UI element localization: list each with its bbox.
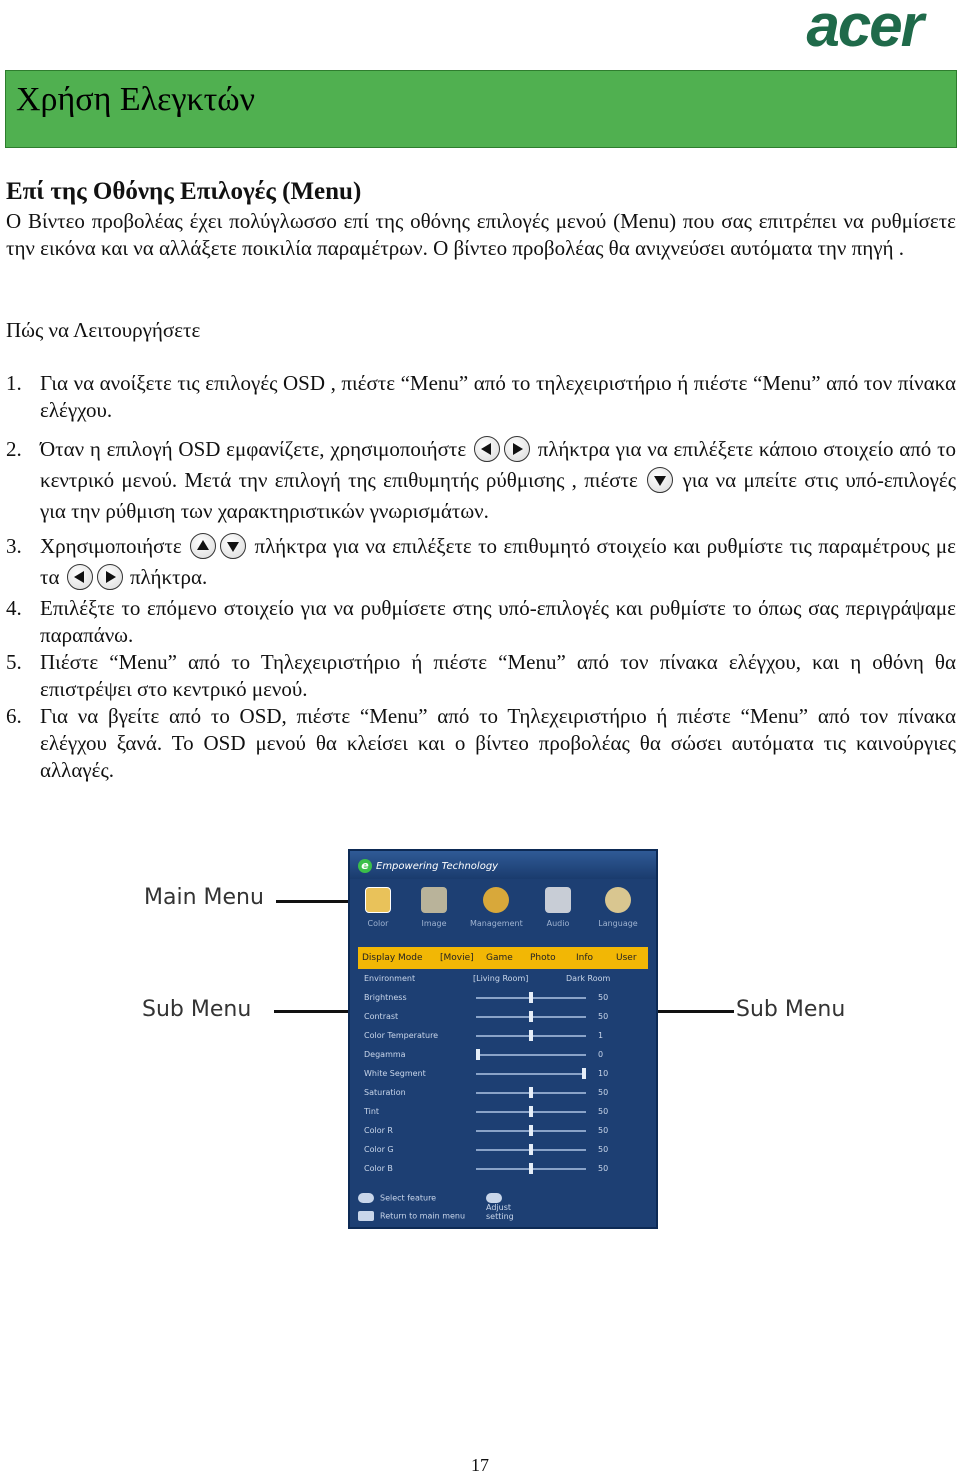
step-text: Χρησιμοποιήστε bbox=[40, 534, 182, 558]
osd-setting-row[interactable] bbox=[358, 988, 648, 1007]
steps-list bbox=[6, 370, 956, 784]
slider-knob[interactable] bbox=[529, 1144, 533, 1155]
setting-value: 50 bbox=[598, 1126, 609, 1135]
setting-value: 50 bbox=[598, 1088, 609, 1097]
sub-menu-callout-left: Sub Menu bbox=[142, 997, 252, 1022]
page-title: Χρήση Ελεγκτών bbox=[16, 81, 256, 118]
setting-label: Degamma bbox=[364, 1050, 406, 1059]
setting-value: 50 bbox=[598, 1012, 609, 1021]
step-text: για να μπείτε στις υπό-επιλογές για την ρύθμιση των χαρακτηριστικών γνωρισμάτων. bbox=[40, 468, 957, 523]
step-text: Πιέστε “Menu” από το Τηλεχειριστήριο ή πιέστε “Menu” από τον πίνακα ελέγχου, και η οθόνη θα επιστρέψει στο κεντρικό μενού. bbox=[40, 650, 956, 701]
step-4 bbox=[6, 595, 956, 649]
osd-setting-row[interactable] bbox=[358, 1064, 648, 1083]
setting-value: 50 bbox=[598, 1164, 609, 1173]
acer-logo: acer bbox=[806, 0, 922, 59]
osd-main-menu bbox=[350, 879, 656, 943]
section-heading: Επί της Οθόνης Επιλογές (Menu) bbox=[6, 178, 362, 205]
step-text: Για να βγείτε από το OSD, πιέστε “Menu” από το Τηλεχειριστήριο ή πιέστε “Menu” από τον πίνακα ελέγχου ξανά. Το OSD μενού θα κλείσει και ο βίντεο προβολέας θα σώσει αυτόματα τις καινούργιες αλλαγές. bbox=[40, 704, 956, 782]
osd-tab-audio[interactable]: Audio bbox=[532, 885, 584, 928]
step-number: 4. bbox=[6, 596, 22, 620]
slider-knob[interactable] bbox=[529, 992, 533, 1003]
step-text: πλήκτρα. bbox=[129, 565, 208, 589]
osd-brand: Empowering Technology bbox=[376, 861, 499, 872]
step-1 bbox=[6, 370, 956, 424]
osd-tab-management[interactable]: Management bbox=[470, 885, 522, 928]
osd-setting-row[interactable] bbox=[358, 1121, 648, 1140]
gear-icon bbox=[483, 887, 509, 913]
osd-setting-row[interactable] bbox=[358, 1026, 648, 1045]
step-number: 3. bbox=[6, 534, 22, 558]
setting-label: Color G bbox=[364, 1145, 394, 1154]
osd-setting-row[interactable] bbox=[358, 1140, 648, 1159]
osd-footer bbox=[358, 1193, 514, 1229]
step-number: 5. bbox=[6, 650, 22, 674]
slider-knob[interactable] bbox=[529, 1163, 533, 1174]
sub-menu-callout-right: Sub Menu bbox=[736, 997, 846, 1022]
leftright-icon bbox=[486, 1193, 502, 1203]
setting-value: 1 bbox=[598, 1031, 604, 1040]
step-number: 6. bbox=[6, 704, 22, 728]
setting-value: 0 bbox=[598, 1050, 604, 1059]
slider-knob[interactable] bbox=[529, 1030, 533, 1041]
page-number: 17 bbox=[471, 1455, 489, 1475]
osd-sub-menu bbox=[358, 947, 648, 1178]
step-number: 1. bbox=[6, 371, 22, 395]
color-icon bbox=[365, 887, 391, 913]
empowering-logo-icon: e bbox=[358, 859, 372, 873]
setting-value: 10 bbox=[598, 1069, 609, 1078]
display-mode-row[interactable]: Display Mode [Movie] Game Photo Info User bbox=[358, 947, 648, 969]
sub-menu-leader-line-left bbox=[274, 1010, 352, 1013]
left-arrow-button-icon bbox=[474, 436, 500, 462]
slider-knob[interactable] bbox=[529, 1087, 533, 1098]
setting-label: Saturation bbox=[364, 1088, 406, 1097]
osd-header bbox=[350, 851, 656, 879]
image-icon bbox=[421, 887, 447, 913]
step-text: Όταν η επιλογή OSD εμφανίζετε, χρησιμοποιήστε bbox=[40, 437, 467, 461]
up-arrow-button-icon bbox=[190, 533, 216, 559]
intro-paragraph: Ο Βίντεο προβολέας έχει πολύγλωσσο επί της οθόνης επιλογές μενού (Menu) που σας επιτρέπει να ρυθμίσετε την εικόνα και να αλλάξετε ποικιλία παραμέτρων. Ο βίντεο προβολέας θα ανιχνεύσει αυτόματα την πηγή . bbox=[6, 209, 956, 260]
step-2 bbox=[6, 434, 956, 527]
language-icon bbox=[605, 887, 631, 913]
setting-label: Brightness bbox=[364, 993, 407, 1002]
main-menu-callout: Main Menu bbox=[144, 885, 264, 910]
menu-key-icon bbox=[358, 1211, 374, 1221]
osd-setting-row[interactable] bbox=[358, 1007, 648, 1026]
step-text: πλήκτρα για να επιλέξετε το επιθυμητό στοιχείο και ρυθμίστε τις παραμέτρους με τα bbox=[40, 534, 957, 589]
step-number: 2. bbox=[6, 437, 22, 461]
howto-heading: Πώς να Λειτουργήσετε bbox=[6, 318, 201, 342]
osd-tab-color[interactable]: Color bbox=[352, 885, 404, 928]
slider-knob[interactable] bbox=[582, 1068, 586, 1079]
setting-label: Color R bbox=[364, 1126, 393, 1135]
right-arrow-button-icon bbox=[504, 436, 530, 462]
osd-menu bbox=[348, 849, 658, 1229]
updown-icon bbox=[358, 1193, 374, 1203]
step-5 bbox=[6, 649, 956, 703]
slider-track[interactable] bbox=[476, 1073, 586, 1075]
down-arrow-button-icon bbox=[647, 467, 673, 493]
right-arrow-button-icon bbox=[97, 564, 123, 590]
slider-rows bbox=[358, 988, 648, 1178]
step-text: Για να ανοίξετε τις επιλογές OSD , πιέστε “Menu” από το τηλεχειριστήριο ή πιέστε “Menu” από τον πίνακα ελέγχου. bbox=[40, 371, 956, 422]
left-arrow-button-icon bbox=[67, 564, 93, 590]
down-arrow-button-icon bbox=[220, 533, 246, 559]
osd-setting-row[interactable] bbox=[358, 1083, 648, 1102]
step-text: Επιλέξτε το επόμενο στοιχείο για να ρυθμίσετε στης υπό-επιλογές και ρυθμίστε το όπως σας περιγράψαμε παραπάνω. bbox=[40, 596, 956, 647]
return-hint: Return to main menu bbox=[358, 1211, 465, 1229]
setting-label: Contrast bbox=[364, 1012, 399, 1021]
step-6 bbox=[6, 703, 956, 784]
step-3 bbox=[6, 531, 956, 593]
slider-knob[interactable] bbox=[529, 1011, 533, 1022]
setting-label: Color B bbox=[364, 1164, 393, 1173]
osd-setting-row[interactable] bbox=[358, 1102, 648, 1121]
sub-menu-leader-line-right bbox=[656, 1010, 734, 1013]
slider-knob[interactable] bbox=[476, 1049, 480, 1060]
speaker-icon bbox=[545, 887, 571, 913]
osd-tab-image[interactable]: Image bbox=[408, 885, 460, 928]
environment-row[interactable]: Environment [Living Room] Dark Room bbox=[364, 974, 611, 983]
setting-label: White Segment bbox=[364, 1069, 426, 1078]
setting-value: 50 bbox=[598, 1107, 609, 1116]
slider-knob[interactable] bbox=[529, 1106, 533, 1117]
osd-tab-language[interactable]: Language bbox=[592, 885, 644, 928]
slider-track[interactable] bbox=[476, 1054, 586, 1056]
slider-knob[interactable] bbox=[529, 1125, 533, 1136]
setting-value: 50 bbox=[598, 993, 609, 1002]
setting-label: Tint bbox=[364, 1107, 380, 1116]
osd-setting-row[interactable] bbox=[358, 1045, 648, 1064]
select-feature-hint: Select feature Adjust setting bbox=[358, 1193, 465, 1211]
main-menu-leader-line bbox=[276, 900, 352, 903]
osd-figure bbox=[140, 835, 850, 1235]
osd-setting-row[interactable] bbox=[358, 1159, 648, 1178]
setting-label: Color Temperature bbox=[364, 1031, 439, 1040]
title-bar bbox=[5, 70, 957, 148]
step-text: πλήκτρα για να επιλέξετε κάποιο στοιχείο από το κεντρικό μενού. Μετά την επιλογή της επιθυμητής ρύθμισης , πιέστε bbox=[40, 437, 957, 492]
setting-value: 50 bbox=[598, 1145, 609, 1154]
